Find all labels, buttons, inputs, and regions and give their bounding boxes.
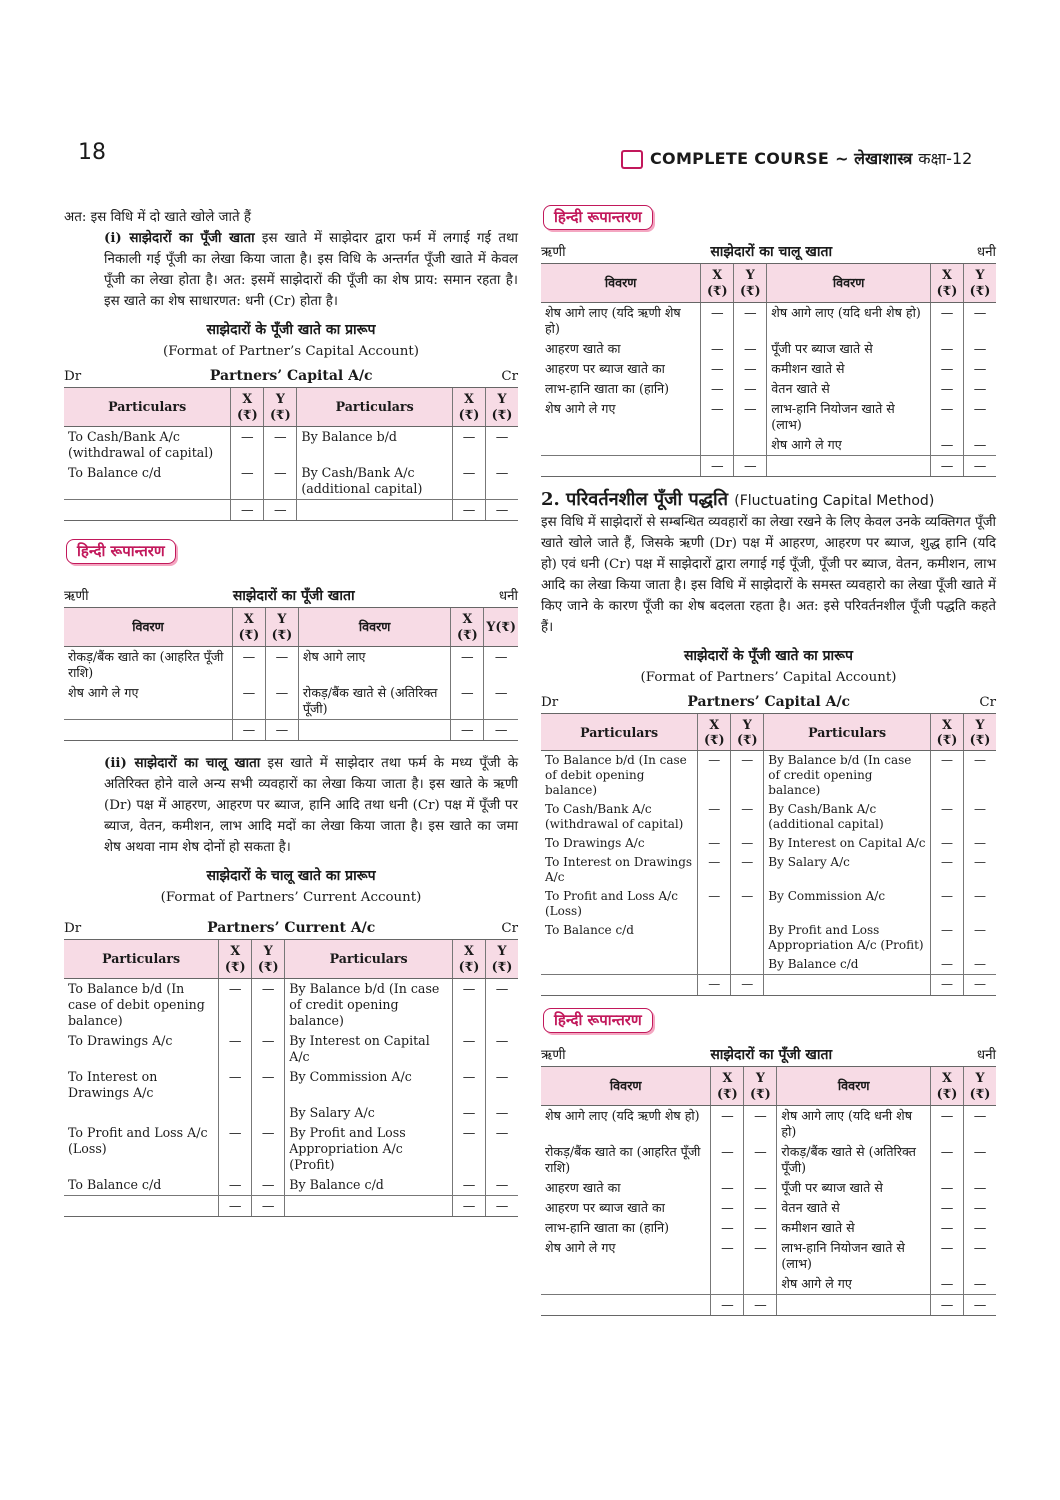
format-heading-en: (Format of Partner’s Capital Account) (163, 344, 419, 359)
table-cell: To Balance b/d (In case of debit opening balance) (545, 753, 687, 797)
column-header: X (₹) (931, 1067, 964, 1106)
table-cell: कमीशन खाते से (767, 359, 931, 379)
total-row: — — — — (64, 1196, 518, 1217)
subject-name: ~ लेखाशास्त्र (835, 149, 913, 168)
table-cell: — (964, 1274, 997, 1295)
column-header: विवरण (64, 608, 232, 647)
table-cell: लाभ-हानि खाता का (हानि) (545, 381, 670, 396)
table-row (541, 435, 996, 456)
column-header: X (₹) (701, 264, 734, 303)
table-row (64, 1067, 518, 1103)
column-header: विवरण (767, 264, 931, 303)
table-cell: — (964, 887, 997, 921)
table-cell: — (931, 1274, 964, 1295)
table-cell: — (231, 463, 264, 500)
table-cell: — (931, 1198, 964, 1218)
table-cell: आहरण खाते का (545, 1180, 621, 1195)
table-cell: — (453, 427, 486, 464)
table-cell: — (232, 683, 265, 720)
right-column (541, 205, 996, 1316)
column-header: Particulars (64, 388, 231, 427)
table-row (541, 800, 996, 834)
table-cell: — (698, 751, 731, 801)
table-cell: — (931, 1142, 964, 1178)
table-cell: — (964, 800, 997, 834)
table-row (541, 339, 996, 359)
table-cell: — (931, 853, 964, 887)
table-cell: — (711, 1238, 744, 1274)
table-cell: शेष आगे लाए (298, 647, 450, 684)
table-cell: To Interest on Drawings A/c (545, 855, 693, 884)
table-cell: — (486, 1067, 519, 1103)
table-cell: By Cash/Bank A/c (additional capital) (764, 800, 931, 834)
table-cell: — (744, 1142, 777, 1178)
table-row (541, 853, 996, 887)
table-cell: — (252, 979, 285, 1032)
table-cell: — (931, 399, 964, 435)
column-header: X (₹) (711, 1067, 744, 1106)
capital-account-para: (i) साझेदारों का पूँजी खाता इस खाते में साझेदार द्वारा फर्म में लगाई गई तथा निकाली गई पूँजी का लेखा किया जाता है। इस विधि के अन्तर्गत पूँजी खाते में केवल पूँजी का लेखा होता है। अत: इसमें साझेदारों की पूँजी का शेष प्राय: समान रहता है। इस खाते का शेष साधारणत: धनी (Cr) होता है। (104, 230, 518, 309)
table-cell: — (744, 1106, 777, 1143)
column-header: Y (₹) (264, 388, 297, 427)
fluctuating-capital-table (541, 713, 996, 996)
table-cell: — (964, 955, 997, 975)
table-cell: By Balance c/d (285, 1175, 453, 1196)
table-cell: शेष आगे ले गए (68, 685, 139, 700)
column-header: X (₹) (453, 940, 486, 979)
table-cell: — (701, 359, 734, 379)
table-cell: — (711, 1178, 744, 1198)
current-account-table-hindi (541, 263, 996, 477)
table-cell (64, 1103, 219, 1123)
table-cell: — (711, 1218, 744, 1238)
table-row (541, 1274, 996, 1295)
table-cell: To Balance c/d (545, 923, 634, 937)
column-header: Particulars (297, 388, 453, 427)
table-row (541, 399, 996, 435)
table-cell (541, 1274, 711, 1295)
total-row: — — — — (64, 500, 518, 521)
table-row (541, 359, 996, 379)
table-cell: By Profit and Loss Appropriation A/c (Profit) (764, 921, 931, 955)
table-cell: — (219, 1031, 252, 1067)
table-cell: — (964, 1238, 997, 1274)
table-cell: — (486, 1031, 519, 1067)
table-cell: शेष आगे ले गए (767, 435, 931, 456)
table-cell (252, 1103, 285, 1123)
column-header: Y (₹) (486, 940, 519, 979)
total-row: — — — — (541, 975, 996, 996)
table-row (64, 683, 518, 720)
table-cell: शेष आगे ले गए (545, 1240, 616, 1255)
table-cell: — (486, 1103, 519, 1123)
table-cell: — (964, 1178, 997, 1198)
table-cell: — (964, 921, 997, 955)
table-cell: आहरण खाते का (545, 341, 621, 356)
table-row (541, 1218, 996, 1238)
table-cell: To Balance c/d (68, 1177, 162, 1192)
table-cell: शेष आगे लाए (यदि ऋणी शेष हो) (545, 305, 681, 336)
table-cell: — (964, 1198, 997, 1218)
table-cell: — (731, 834, 764, 853)
table-cell: — (453, 1103, 486, 1123)
column-header: Particulars (764, 714, 931, 751)
book-icon (620, 148, 644, 168)
column-header: Particulars (541, 714, 698, 751)
table-row (541, 303, 996, 340)
table-cell: — (711, 1142, 744, 1178)
table-cell: — (964, 1142, 997, 1178)
table-cell: पूँजी पर ब्याज खाते से (767, 339, 931, 359)
table-cell: — (734, 303, 767, 340)
table-cell: — (964, 834, 997, 853)
table-cell: To Balance b/d (In case of debit opening balance) (68, 981, 205, 1028)
table-cell: — (698, 853, 731, 887)
table-cell: — (453, 979, 486, 1032)
table-cell: — (219, 1067, 252, 1103)
table-cell: — (252, 1031, 285, 1067)
table-cell: — (931, 887, 964, 921)
table-cell: — (744, 1178, 777, 1198)
format-heading-en: (Format of Partners’ Current Account) (160, 890, 422, 905)
table-cell: लाभ-हानि खाता का (हानि) (545, 1220, 670, 1235)
table-row (541, 1178, 996, 1198)
table-cell: — (964, 339, 997, 359)
table-cell: — (232, 647, 265, 684)
table-cell: — (486, 979, 519, 1032)
table-cell: — (711, 1106, 744, 1143)
fluctuating-method-para: इस विधि में साझेदारों से सम्बन्धित व्यवहारों का लेखा रखने के लिए केवल उनके व्यक्तिगत पूँजी खाते खोले जाते हैं, जिसके ऋणी (Dr) पक्ष में आहरण, आहरण पर ब्याज, शुद्ध हानि (यदि हो) एवं धनी (Cr) पक्ष में साझेदारों द्वारा लगाई गई पूँजी, पूँजी पर ब्याज, वेतन, कमीशन, लाभ आदि का लेखा किया जाता है। इस विधि में साझेदारों के समस्त व्यवहारो का लेखा पूँजी खाते में किए जाने के कारण पूँजी का शेष बदलता रहता है। अत: इसे परिवर्तनशील पूँजी पद्धति कहते हैं। (541, 515, 996, 635)
table-cell: — (486, 427, 519, 464)
table-cell: — (931, 1238, 964, 1274)
table-cell: — (701, 303, 734, 340)
table-cell: — (453, 1123, 486, 1175)
column-header: X (₹) (698, 714, 731, 751)
table-cell: By Interest on Capital A/c (764, 834, 931, 853)
table-cell: By Cash/Bank A/c (additional capital) (297, 463, 453, 500)
column-header: Y (₹) (252, 940, 285, 979)
table-cell: — (931, 435, 964, 456)
table-cell: — (219, 1123, 252, 1175)
table-cell (541, 955, 698, 975)
total-row: — — — — (64, 720, 518, 741)
table-cell: — (486, 1123, 519, 1175)
hindi-translation-badge: हिन्दी रूपान्तरण (543, 1008, 653, 1033)
table-cell: — (453, 1031, 486, 1067)
table-cell: लाभ-हानि नियोजन खाते से (लाभ) (767, 399, 931, 435)
table-cell: — (931, 751, 964, 801)
table-cell: — (931, 800, 964, 834)
table-row (64, 1123, 518, 1175)
table-cell (731, 921, 764, 955)
table-cell: — (931, 1106, 964, 1143)
section-heading: 2. परिवर्तनशील पूँजी पद्धति (Fluctuating Capital Method) (541, 489, 935, 510)
table-cell: — (734, 399, 767, 435)
table-cell: By Balance c/d (764, 955, 931, 975)
table-cell: — (964, 853, 997, 887)
table-cell: — (265, 647, 298, 684)
table-cell: — (264, 427, 297, 464)
table-cell: — (484, 647, 518, 684)
table-cell: — (231, 427, 264, 464)
table-cell: — (964, 435, 997, 456)
table-caption: ऋणी साझेदारों का चालू खाता धनी (541, 244, 996, 260)
table-cell: शेष आगे लाए (यदि धनी शेष हो) (777, 1106, 931, 1143)
table-cell (744, 1274, 777, 1295)
table-cell: — (931, 359, 964, 379)
column-header: X (₹) (219, 940, 252, 979)
table-cell: — (731, 751, 764, 801)
column-header: X (₹) (451, 608, 484, 647)
total-row: — — — — (541, 1295, 996, 1316)
running-header (620, 147, 972, 169)
table-row (541, 1238, 996, 1274)
table-cell: — (734, 339, 767, 359)
table-cell: — (486, 463, 519, 500)
column-header: विवरण (541, 264, 701, 303)
table-cell: — (931, 1178, 964, 1198)
table-cell: To Interest on Drawings A/c (68, 1069, 158, 1100)
table-row (541, 1106, 996, 1143)
column-header: Y (₹) (744, 1067, 777, 1106)
table-cell: — (453, 1067, 486, 1103)
table-cell: — (698, 887, 731, 921)
table-cell: — (744, 1238, 777, 1274)
table-cell: — (252, 1067, 285, 1103)
table-row (64, 1103, 518, 1123)
format-heading-en: (Format of Partners’ Capital Account) (640, 670, 897, 685)
table-cell: शेष आगे ले गए (777, 1274, 931, 1295)
table-caption: Dr Partners’ Current A/c Cr (64, 920, 518, 936)
intro-text: अत: इस विधि में दो खाते खोले जाते हैं (64, 210, 251, 225)
table-row (64, 463, 518, 500)
table-cell: — (265, 683, 298, 720)
column-header: Y (₹) (265, 608, 298, 647)
table-cell (734, 435, 767, 456)
table-row (541, 1142, 996, 1178)
table-cell: — (931, 834, 964, 853)
table-cell: By Profit and Loss Appropriation A/c (Profit) (285, 1123, 453, 1175)
column-header: Particulars (285, 940, 453, 979)
column-header: X (₹) (453, 388, 486, 427)
table-cell: By Balance b/d (In case of credit opening balance) (285, 979, 453, 1032)
table-cell: — (731, 853, 764, 887)
table-cell: By Balance b/d (297, 427, 453, 464)
table-row (64, 1031, 518, 1067)
table-cell (731, 955, 764, 975)
table-cell: रोकड़/बैंक खाते से (अतिरिक्त पूँजी) (777, 1142, 931, 1178)
table-cell: शेष आगे लाए (यदि धनी शेष हो) (767, 303, 931, 340)
table-row (64, 1175, 518, 1196)
table-cell: वेतन खाते से (777, 1198, 931, 1218)
table-cell: By Balance b/d (In case of credit opening balance) (764, 751, 931, 801)
table-cell: By Salary A/c (285, 1103, 453, 1123)
table-cell: To Profit and Loss A/c (Loss) (545, 889, 678, 918)
hindi-translation-badge: हिन्दी रूपान्तरण (543, 205, 653, 230)
class-label: कक्षा-12 (918, 149, 973, 168)
table-cell (698, 955, 731, 975)
fluctuating-capital-table-hindi (541, 1066, 996, 1316)
current-account-para: (ii) साझेदारों का चालू खाता इस खाते में साझेदार तथा फर्म के मध्य पूँजी के अतिरिक्त होने वाले अन्य सभी व्यवहारों का लेखा किया जाता है। इस खाते के ऋणी (Dr) पक्ष में आहरण, आहरण पर ब्याज, हानि आदि तथा धनी (Cr) पक्ष में पूँजी पर ब्याज, वेतन, कमीशन, लाभ आदि मदों का लेखा किया जाता है। इस खाते का जमा शेष अथवा नाम शेष दोनों हो सकता है। (104, 755, 519, 855)
table-cell: To Drawings A/c (545, 836, 645, 850)
table-cell: — (964, 399, 997, 435)
table-cell: To Cash/Bank A/c (withdrawal of capital) (68, 429, 214, 460)
table-cell: By Salary A/c (764, 853, 931, 887)
table-cell: शेष आगे ले गए (545, 401, 616, 416)
format-heading-hi: साझेदारों के पूँजी खाते का प्रारूप (206, 322, 376, 338)
table-cell: To Profit and Loss A/c (Loss) (68, 1125, 208, 1156)
capital-account-table (64, 387, 518, 521)
table-cell: पूँजी पर ब्याज खाते से (777, 1178, 931, 1198)
table-cell: By Commission A/c (764, 887, 931, 921)
table-cell: — (931, 339, 964, 359)
column-header: Y (₹) (731, 714, 764, 751)
table-cell: — (964, 359, 997, 379)
table-cell: — (453, 463, 486, 500)
table-cell: — (701, 399, 734, 435)
column-header: विवरण (777, 1067, 931, 1106)
column-header: Y (₹) (964, 714, 997, 751)
column-header: Y(₹) (484, 608, 518, 647)
table-row (541, 921, 996, 955)
column-header: Y (₹) (734, 264, 767, 303)
table-cell: — (453, 1175, 486, 1196)
column-header: विवरण (541, 1067, 711, 1106)
table-cell: आहरण पर ब्याज खाते का (545, 361, 665, 376)
table-cell: कमीशन खाते से (777, 1218, 931, 1238)
column-header: X (₹) (232, 608, 265, 647)
table-row (541, 887, 996, 921)
column-header: Particulars (64, 940, 219, 979)
column-header: X (₹) (931, 714, 964, 751)
table-cell: — (252, 1123, 285, 1175)
table-cell: — (711, 1198, 744, 1218)
table-cell: आहरण पर ब्याज खाते का (545, 1200, 665, 1215)
table-cell: — (698, 800, 731, 834)
table-cell: — (701, 339, 734, 359)
table-cell: — (252, 1175, 285, 1196)
table-row (541, 1198, 996, 1218)
column-header: विवरण (298, 608, 450, 647)
table-cell: — (734, 379, 767, 399)
format-heading-hi: साझेदारों के पूँजी खाते का प्रारूप (683, 648, 854, 664)
table-cell: रोकड़/बैंक खाते से (अतिरिक्त पूँजी) (298, 683, 450, 720)
table-cell: — (731, 887, 764, 921)
capital-account-table-hindi (64, 607, 518, 741)
table-caption: Dr Partners’ Capital A/c Cr (541, 694, 996, 710)
table-cell: — (964, 1218, 997, 1238)
format-heading-hi: साझेदारों के चालू खाते का प्रारूप (206, 868, 376, 884)
table-row (541, 955, 996, 975)
table-cell: रोकड़/बैंक खाते का (आहरित पूँजी राशि) (545, 1144, 701, 1175)
table-cell: रोकड़/बैंक खाते का (आहरित पूँजी राशि) (68, 649, 224, 680)
table-cell: — (731, 800, 764, 834)
table-cell: — (931, 1218, 964, 1238)
table-cell: To Drawings A/c (68, 1033, 173, 1048)
table-cell: — (931, 379, 964, 399)
table-cell: — (964, 379, 997, 399)
table-cell: — (451, 647, 484, 684)
table-cell: — (698, 834, 731, 853)
column-header: Y (₹) (964, 264, 997, 303)
column-header: X (₹) (231, 388, 264, 427)
table-row (541, 834, 996, 853)
table-cell: — (744, 1198, 777, 1218)
table-cell: — (734, 359, 767, 379)
table-cell: By Commission A/c (285, 1067, 453, 1103)
table-cell: To Balance c/d (68, 465, 162, 480)
table-cell: शेष आगे लाए (यदि ऋणी शेष हो) (545, 1108, 700, 1123)
table-cell (219, 1103, 252, 1123)
current-account-table (64, 939, 518, 1217)
table-cell: — (701, 379, 734, 399)
table-cell: — (931, 303, 964, 340)
table-cell (541, 435, 701, 456)
table-caption: ऋणी साझेदारों का पूँजी खाता धनी (541, 1047, 996, 1063)
table-cell: — (964, 303, 997, 340)
left-column (64, 207, 518, 1217)
table-row (64, 647, 518, 684)
brand-name: COMPLETE COURSE (650, 148, 830, 168)
table-cell: By Interest on Capital A/c (285, 1031, 453, 1067)
table-cell: To Cash/Bank A/c (withdrawal of capital) (545, 802, 684, 831)
column-header: Y (₹) (964, 1067, 997, 1106)
table-caption: ऋणी साझेदारों का पूँजी खाता धनी (64, 588, 518, 604)
table-row (64, 427, 518, 464)
table-caption: Dr Partners’ Capital A/c Cr (64, 368, 518, 384)
table-cell: — (264, 463, 297, 500)
column-header: X (₹) (931, 264, 964, 303)
table-row (541, 751, 996, 801)
table-row (64, 979, 518, 1032)
column-header: Y (₹) (486, 388, 519, 427)
table-cell: लाभ-हानि नियोजन खाते से (लाभ) (777, 1238, 931, 1274)
hindi-translation-badge: हिन्दी रूपान्तरण (66, 539, 176, 564)
table-cell: — (744, 1218, 777, 1238)
table-cell: — (486, 1175, 519, 1196)
table-cell: — (964, 1106, 997, 1143)
table-cell: — (931, 955, 964, 975)
table-row (541, 379, 996, 399)
table-cell: वेतन खाते से (767, 379, 931, 399)
table-cell (698, 921, 731, 955)
table-cell: — (484, 683, 518, 720)
table-cell: — (964, 751, 997, 801)
table-cell: — (931, 921, 964, 955)
total-row: — — — — (541, 456, 996, 477)
table-cell (711, 1274, 744, 1295)
table-cell: — (219, 1175, 252, 1196)
table-cell: — (451, 683, 484, 720)
table-cell (701, 435, 734, 456)
table-cell: — (219, 979, 252, 1032)
page-number: 18 (78, 140, 106, 165)
